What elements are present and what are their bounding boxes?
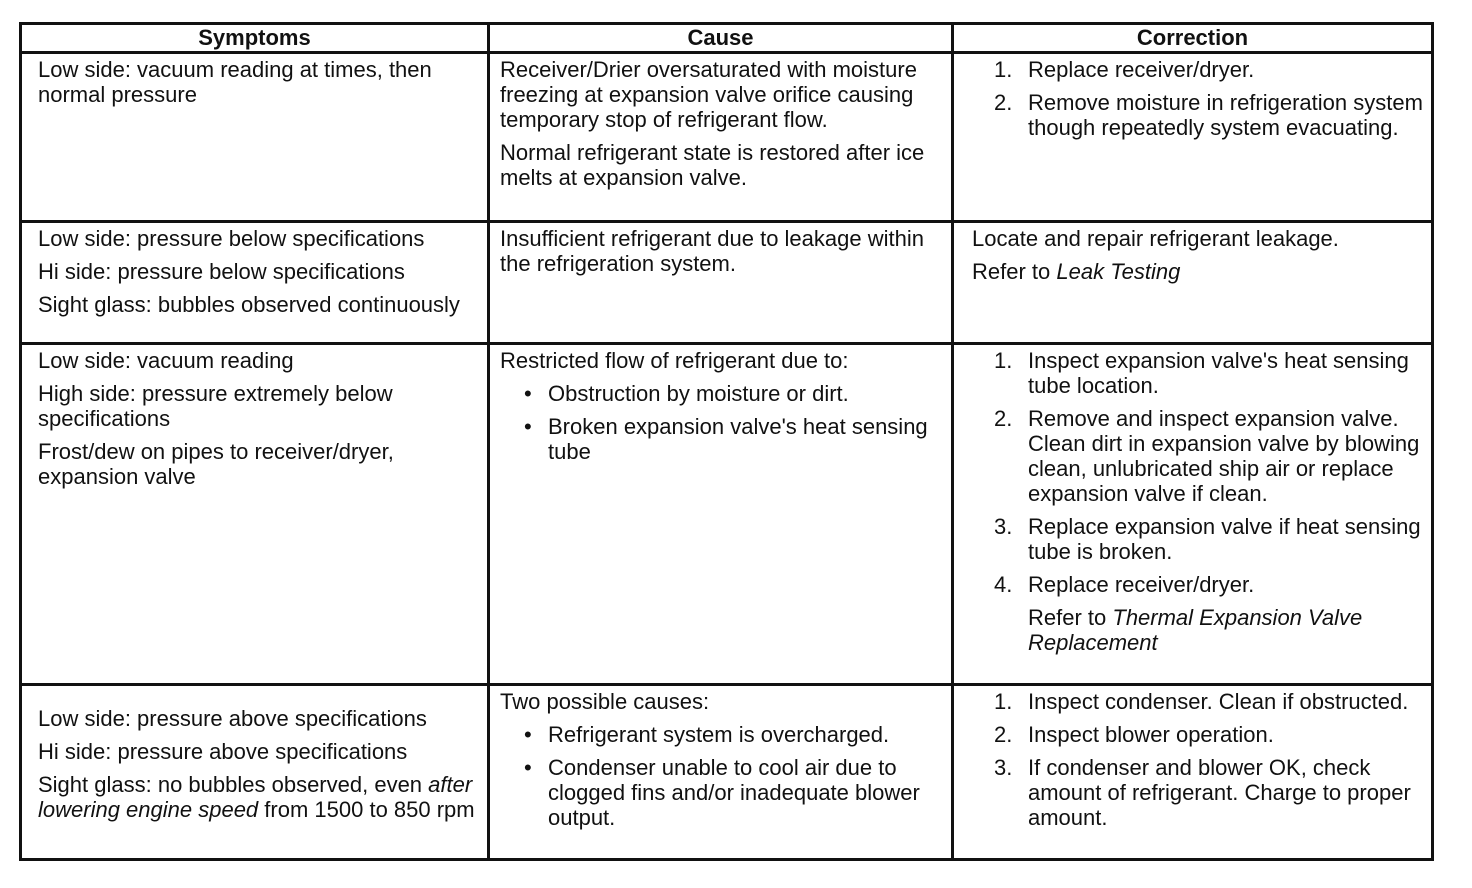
- header-row: [21, 24, 1433, 53]
- correction-reference: [972, 259, 1423, 284]
- symptom-text: Low side: vacuum reading at times, then normal pressure: [38, 57, 432, 107]
- symptoms-cell: [21, 53, 489, 222]
- correction-step: [972, 90, 1423, 140]
- cause-cell: [489, 344, 953, 685]
- cause-bullet: [500, 381, 943, 406]
- bullet-text: Broken expansion valve's heat sensing tube: [548, 414, 928, 464]
- symptom-text: High side: pressure extremely below specifications: [38, 381, 393, 431]
- correction-text: Locate and repair refrigerant leakage.: [972, 226, 1339, 251]
- cause-text: Receiver/Drier oversaturated with moisture freezing at expansion valve orifice causing temporary stop of refrigerant flow.: [500, 57, 917, 132]
- cause-intro: Restricted flow of refrigerant due to:: [500, 348, 849, 373]
- symptoms-cell: [21, 344, 489, 685]
- correction-step: [972, 406, 1423, 506]
- correction-cell: [953, 53, 1433, 222]
- cause-bullet: [500, 722, 943, 747]
- table-row: [21, 222, 1433, 344]
- symptom-text-mixed: [38, 772, 481, 822]
- symptom-text: Low side: vacuum reading: [38, 348, 294, 373]
- bullet-icon: •: [524, 381, 532, 406]
- correction-steps: [972, 57, 1423, 140]
- step-number: 1.: [994, 348, 1013, 373]
- cause-cell: [489, 53, 953, 222]
- step-number: 1.: [994, 689, 1013, 714]
- step-number: 3.: [994, 755, 1013, 780]
- bullet-icon: •: [524, 722, 532, 747]
- step-text: If condenser and blower OK, check amount of refrigerant. Charge to proper amount.: [1028, 755, 1411, 830]
- reference-link-text: Leak Testing: [1056, 259, 1181, 284]
- correction-step: [972, 689, 1423, 714]
- cause-cell: [489, 222, 953, 344]
- symptom-prefix: Sight glass: no bubbles observed, even: [38, 772, 429, 797]
- cause-bullet: [500, 414, 943, 464]
- correction-cell: [953, 344, 1433, 685]
- bullet-icon: •: [524, 414, 532, 439]
- symptom-italic: after lowering engine speed: [38, 772, 473, 822]
- symptom-text: Frost/dew on pipes to receiver/dryer, expansion valve: [38, 439, 394, 489]
- header-correction: Correction: [953, 24, 1433, 53]
- step-number: 2.: [994, 406, 1013, 431]
- cause-bullets: [500, 722, 943, 830]
- reference-link-text: Thermal Expansion Valve Replacement: [1028, 605, 1363, 655]
- correction-step: [972, 572, 1423, 597]
- cause-text: Normal refrigerant state is restored after ice melts at expansion valve.: [500, 140, 925, 190]
- bullet-text: Condenser unable to cool air due to clogged fins and/or inadequate blower output.: [548, 755, 920, 830]
- symptom-text: Sight glass: bubbles observed continuously: [38, 292, 460, 317]
- correction-step: [972, 57, 1423, 82]
- troubleshooting-table: [19, 22, 1434, 861]
- correction-reference: [972, 605, 1423, 655]
- step-text: Replace receiver/dryer.: [1028, 572, 1255, 597]
- bullet-text: Obstruction by moisture or dirt.: [548, 381, 849, 406]
- header-cause: Cause: [489, 24, 953, 53]
- table-row: [21, 344, 1433, 685]
- step-number: 4.: [994, 572, 1013, 597]
- cause-bullets: [500, 381, 943, 464]
- bullet-text: Refrigerant system is overcharged.: [548, 722, 890, 747]
- step-text: Inspect blower operation.: [1028, 722, 1274, 747]
- step-text: Replace expansion valve if heat sensing tube is broken.: [1028, 514, 1421, 564]
- header-symptoms: Symptoms: [21, 24, 489, 53]
- correction-steps: [972, 348, 1423, 597]
- step-number: 2.: [994, 722, 1013, 747]
- cause-bullet: [500, 755, 943, 830]
- symptom-text: Hi side: pressure below specifications: [38, 259, 405, 284]
- step-number: 3.: [994, 514, 1013, 539]
- cause-intro: Two possible causes:: [500, 689, 710, 714]
- correction-cell: [953, 685, 1433, 860]
- step-number: 2.: [994, 90, 1013, 115]
- symptom-suffix: from 1500 to 850 rpm: [258, 797, 475, 822]
- correction-steps: [972, 689, 1423, 830]
- symptom-text: Low side: pressure below specifications: [38, 226, 425, 251]
- cause-text: Insufficient refrigerant due to leakage within the refrigeration system.: [500, 226, 924, 276]
- symptoms-cell: [21, 222, 489, 344]
- cause-cell: [489, 685, 953, 860]
- correction-step: [972, 722, 1423, 747]
- table-row: [21, 53, 1433, 222]
- symptom-text: Hi side: pressure above specifications: [38, 739, 408, 764]
- step-text: Remove moisture in refrigeration system though repeatedly system evacuating.: [1028, 90, 1423, 140]
- step-text: Inspect expansion valve's heat sensing tube location.: [1028, 348, 1409, 398]
- reference-prefix: Refer to: [1028, 605, 1113, 630]
- step-number: 1.: [994, 57, 1013, 82]
- bullet-icon: •: [524, 755, 532, 780]
- symptom-text: Low side: pressure above specifications: [38, 706, 427, 731]
- step-text: Replace receiver/dryer.: [1028, 57, 1255, 82]
- correction-cell: [953, 222, 1433, 344]
- correction-step: [972, 755, 1423, 830]
- table-row: [21, 685, 1433, 860]
- step-text: Remove and inspect expansion valve. Clean dirt in expansion valve by blowing clean, unlubricated ship air or replace expansion valve if clean.: [1028, 406, 1420, 506]
- symptoms-cell: [21, 685, 489, 860]
- correction-step: [972, 514, 1423, 564]
- correction-step: [972, 348, 1423, 398]
- step-text: Inspect condenser. Clean if obstructed.: [1028, 689, 1409, 714]
- reference-prefix: Refer to: [972, 259, 1057, 284]
